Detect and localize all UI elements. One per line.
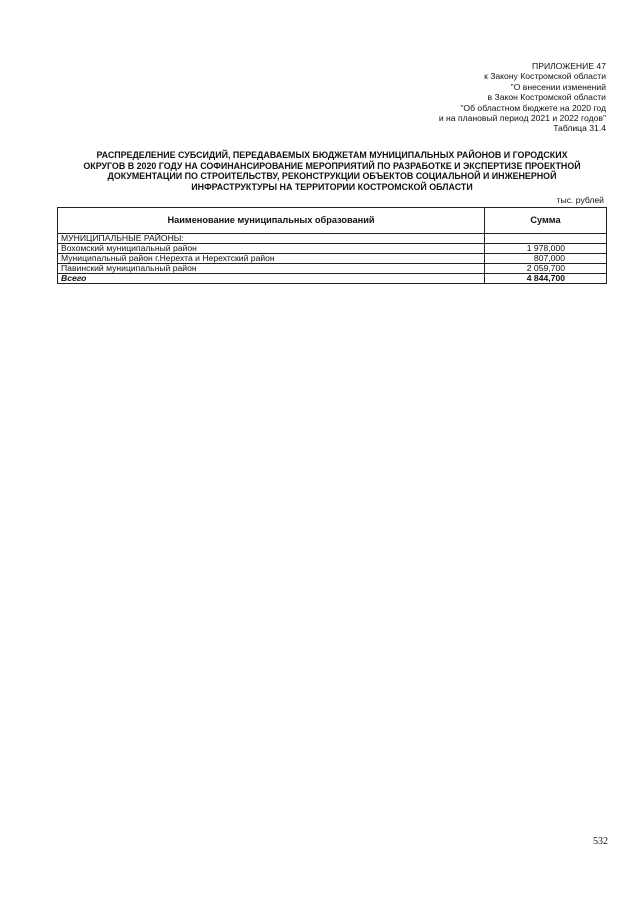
total-amount: 4 844,700 xyxy=(485,274,607,284)
page-number: 532 xyxy=(593,836,608,847)
subsidy-table xyxy=(57,207,607,284)
appendix-line: в Закон Костромской области xyxy=(487,92,606,103)
table-row xyxy=(58,254,607,264)
appendix-line: к Закону Костромской области xyxy=(484,71,606,82)
title-line: ДОКУМЕНТАЦИИ ПО СТРОИТЕЛЬСТВУ, РЕКОНСТРУКЦИИ ОБЪЕКТОВ СОЦИАЛЬНОЙ И ИНЖЕНЕРНОЙ xyxy=(107,171,557,182)
appendix-line: и на плановый период 2021 и 2022 годов" xyxy=(438,113,606,124)
appendix-line: ПРИЛОЖЕНИЕ 47 xyxy=(532,61,606,71)
column-header-name: Наименование муниципальных образований xyxy=(58,208,485,234)
section-amount-empty xyxy=(485,234,607,244)
column-header-amount: Сумма xyxy=(485,208,607,234)
table-row xyxy=(58,244,607,254)
appendix-line: Таблица 31.4 xyxy=(553,123,606,134)
document-title xyxy=(58,150,606,192)
district-amount: 807,000 xyxy=(485,254,607,264)
district-name: Муниципальный район г.Нерехта и Нерехтский район xyxy=(58,254,485,264)
total-label: Всего xyxy=(58,274,485,284)
units-label: тыс. рублей xyxy=(556,195,604,205)
district-name: Павинский муниципальный район xyxy=(58,264,485,274)
section-row xyxy=(58,234,607,244)
table-header-row xyxy=(58,208,607,234)
table-row xyxy=(58,264,607,274)
total-row xyxy=(58,274,607,284)
appendix-line: "Об областном бюджете на 2020 год xyxy=(460,102,606,113)
district-amount: 1 978,000 xyxy=(485,244,607,254)
title-line: ИНФРАСТРУКТУРЫ НА ТЕРРИТОРИИ КОСТРОМСКОЙ ОБЛАСТИ xyxy=(191,181,473,192)
district-amount: 2 059,700 xyxy=(485,264,607,274)
appendix-header xyxy=(439,61,606,134)
title-line: РАСПРЕДЕЛЕНИЕ СУБСИДИЙ, ПЕРЕДАВАЕМЫХ БЮДЖЕТАМ МУНИЦИПАЛЬНЫХ РАЙОНОВ И ГОРОДСКИХ xyxy=(96,150,568,160)
section-label: МУНИЦИПАЛЬНЫЕ РАЙОНЫ: xyxy=(58,234,485,244)
title-line: ОКРУГОВ В 2020 ГОДУ НА СОФИНАНСИРОВАНИЕ МЕРОПРИЯТИЙ ПО РАЗРАБОТКЕ И ЭКСПЕРТИЗЕ ПРОЕКТНОЙ xyxy=(83,160,581,171)
district-name: Вохомский муниципальный район xyxy=(58,244,485,254)
appendix-line: "О внесении изменений xyxy=(510,81,606,92)
